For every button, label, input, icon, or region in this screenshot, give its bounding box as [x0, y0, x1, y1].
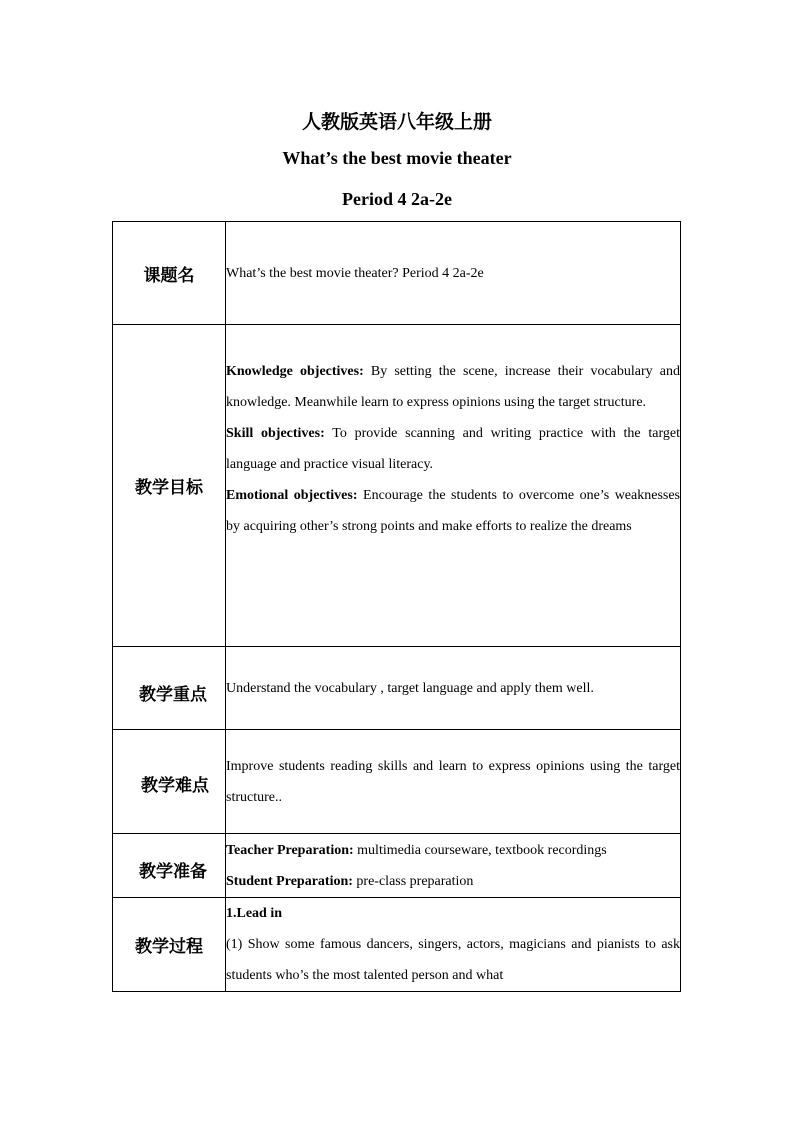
difficulties-text: Improve students reading skills and learn to express opinions using the target structure.. [226, 730, 681, 834]
process-step-text: (1) Show some famous dancers, singers, actors, magicians and pianists to ask students who’s the most talented person and what [226, 937, 680, 983]
skill-label: Skill objectives: [226, 426, 325, 441]
teacher-label: Teacher Preparation: [226, 842, 354, 858]
row-label-preparation [113, 834, 226, 898]
objectives-cell [226, 325, 681, 647]
process-cell [226, 898, 681, 992]
lesson-plan-table [112, 221, 681, 992]
table-row-process [113, 898, 681, 992]
row-label-process: 教学过程 [113, 898, 226, 992]
difficulties-label: 教学难点 [141, 776, 209, 796]
table-row-preparation [113, 834, 681, 898]
student-preparation [226, 866, 680, 897]
table-row-difficulties [113, 730, 681, 834]
lesson-title: What’s the best movie theater [282, 148, 512, 168]
teacher-text: multimedia courseware, textbook recordings [353, 842, 607, 858]
emotional-label: Emotional objectives: [226, 488, 358, 503]
row-label-difficulties [113, 730, 226, 834]
knowledge-objectives [226, 356, 680, 418]
table-row-topic [113, 222, 681, 325]
preparation-label: 教学准备 [139, 862, 207, 882]
knowledge-label: Knowledge objectives: [226, 364, 364, 379]
preparation-cell [226, 834, 681, 898]
emotional-objectives [226, 480, 680, 542]
student-label: Student Preparation: [226, 873, 353, 889]
teacher-preparation [226, 835, 680, 866]
row-label-key-points [113, 647, 226, 730]
table-row-key-points [113, 647, 681, 730]
topic-text: What’s the best movie theater? Period 4 2a-2e [226, 222, 681, 325]
skill-objectives [226, 418, 680, 480]
row-label-topic: 课题名 [113, 222, 226, 325]
skill-text: To provide scanning and writing practice with the target language and practice visual literacy. [226, 426, 680, 472]
emotional-text: Encourage the students to overcome one’s weaknesses by acquiring other’s strong points and make efforts to realize the dreams [226, 488, 681, 534]
key-points-label: 教学重点 [139, 684, 207, 705]
knowledge-text: By setting the scene, increase their vocabulary and knowledge. Meanwhile learn to express opinions using the target structure. [226, 364, 680, 410]
student-text: pre-class preparation [352, 873, 474, 889]
table-row-objectives [113, 325, 681, 647]
document-title: 人教版英语八年级上册 [301, 111, 492, 133]
row-label-objectives: 教学目标 [113, 325, 226, 647]
key-points-text: Understand the vocabulary , target language and apply them well. [226, 647, 681, 730]
process-step-title: 1.Lead in [226, 906, 283, 921]
period-title: Period 4 2a-2e [342, 189, 452, 209]
